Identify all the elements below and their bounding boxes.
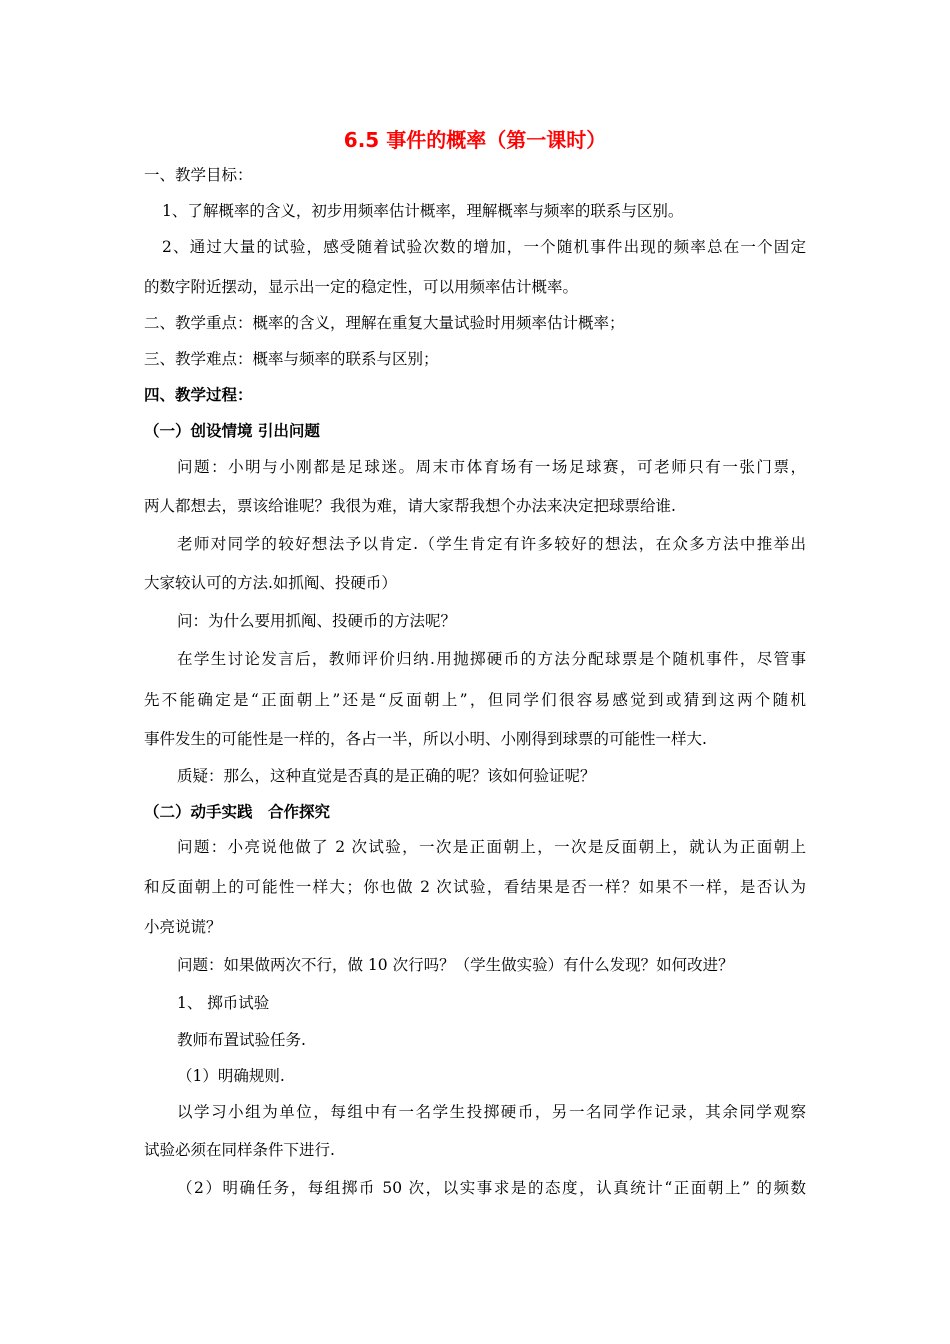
section-heading-key-points: 二、教学重点：概率的含义，理解在重复大量试验时用频率估计概率；	[144, 314, 625, 332]
paragraph-line: 大家较认可的方法.如抓阄、投硬币）	[144, 574, 397, 592]
subsection-heading-1: （一）创设情境 引出问题	[144, 422, 320, 440]
document-title: 6.5 事件的概率（第一课时）	[343, 128, 607, 152]
paragraph-line: 两人都想去，票该给谁呢？我很为难，请大家帮我想个办法来决定把球票给谁.	[144, 497, 676, 515]
section-heading-process: 四、教学过程：	[144, 386, 253, 404]
numbered-item: （2）明确任务，每组掷币 50 次，以实事求是的态度，认真统计“正面朝上” 的频数	[177, 1179, 806, 1197]
paragraph-line: 质疑：那么，这种直觉是否真的是正确的呢？该如何验证呢？	[177, 767, 596, 785]
section-heading-objectives: 一、教学目标：	[144, 166, 253, 184]
paragraph-line: 在学生讨论发言后，教师评价归纳.用抛掷硬币的方法分配球票是个随机事件，尽管事	[177, 650, 806, 668]
paragraph-line: 问题：小明与小刚都是足球迷。周末市体育场有一场足球赛，可老师只有一张门票，	[177, 458, 806, 476]
subsection-heading-2: （二）动手实践 合作探究	[144, 803, 331, 821]
paragraph-line: 1、了解概率的含义，初步用频率估计概率，理解概率与频率的联系与区别。	[162, 202, 684, 220]
paragraph-line: 和反面朝上的可能性一样大；你也做 2 次试验，看结果是否一样？如果不一样，是否认为	[144, 878, 806, 896]
list-item-heading: 1、 掷币试验	[177, 994, 270, 1012]
numbered-item: （1）明确规则.	[177, 1067, 285, 1085]
section-heading-difficulties: 三、教学难点：概率与频率的联系与区别；	[144, 350, 439, 368]
paragraph-line: 教师布置试验任务.	[177, 1031, 306, 1049]
paragraph-line: 老师对同学的较好想法予以肯定.（学生肯定有许多较好的想法，在众多方法中推举出	[177, 535, 806, 553]
paragraph-line: 的数字附近摆动，显示出一定的稳定性，可以用频率估计概率。	[144, 278, 579, 296]
paragraph-line: 问题：如果做两次不行，做 10 次行吗？（学生做实验）有什么发现？如何改进？	[177, 956, 734, 974]
paragraph-line: 先不能确定是“正面朝上”还是“反面朝上”，但同学们很容易感觉到或猜到这两个随机	[144, 691, 806, 709]
paragraph-line: 以学习小组为单位，每组中有一名学生投掷硬币，另一名同学作记录，其余同学观察	[177, 1103, 806, 1121]
paragraph-line: 问题：小亮说他做了 2 次试验，一次是正面朝上，一次是反面朝上，就认为正面朝上	[177, 838, 806, 856]
paragraph-line: 试验必须在同样条件下进行.	[144, 1141, 335, 1159]
paragraph-line: 事件发生的可能性是一样的，各占一半，所以小明、小刚得到球票的可能性一样大.	[144, 730, 707, 748]
paragraph-line: 2、通过大量的试验，感受随着试验次数的增加，一个随机事件出现的频率总在一个固定	[162, 238, 806, 256]
paragraph-line: 问：为什么要用抓阄、投硬币的方法呢？	[177, 612, 457, 630]
paragraph-line: 小亮说谎？	[144, 918, 222, 936]
